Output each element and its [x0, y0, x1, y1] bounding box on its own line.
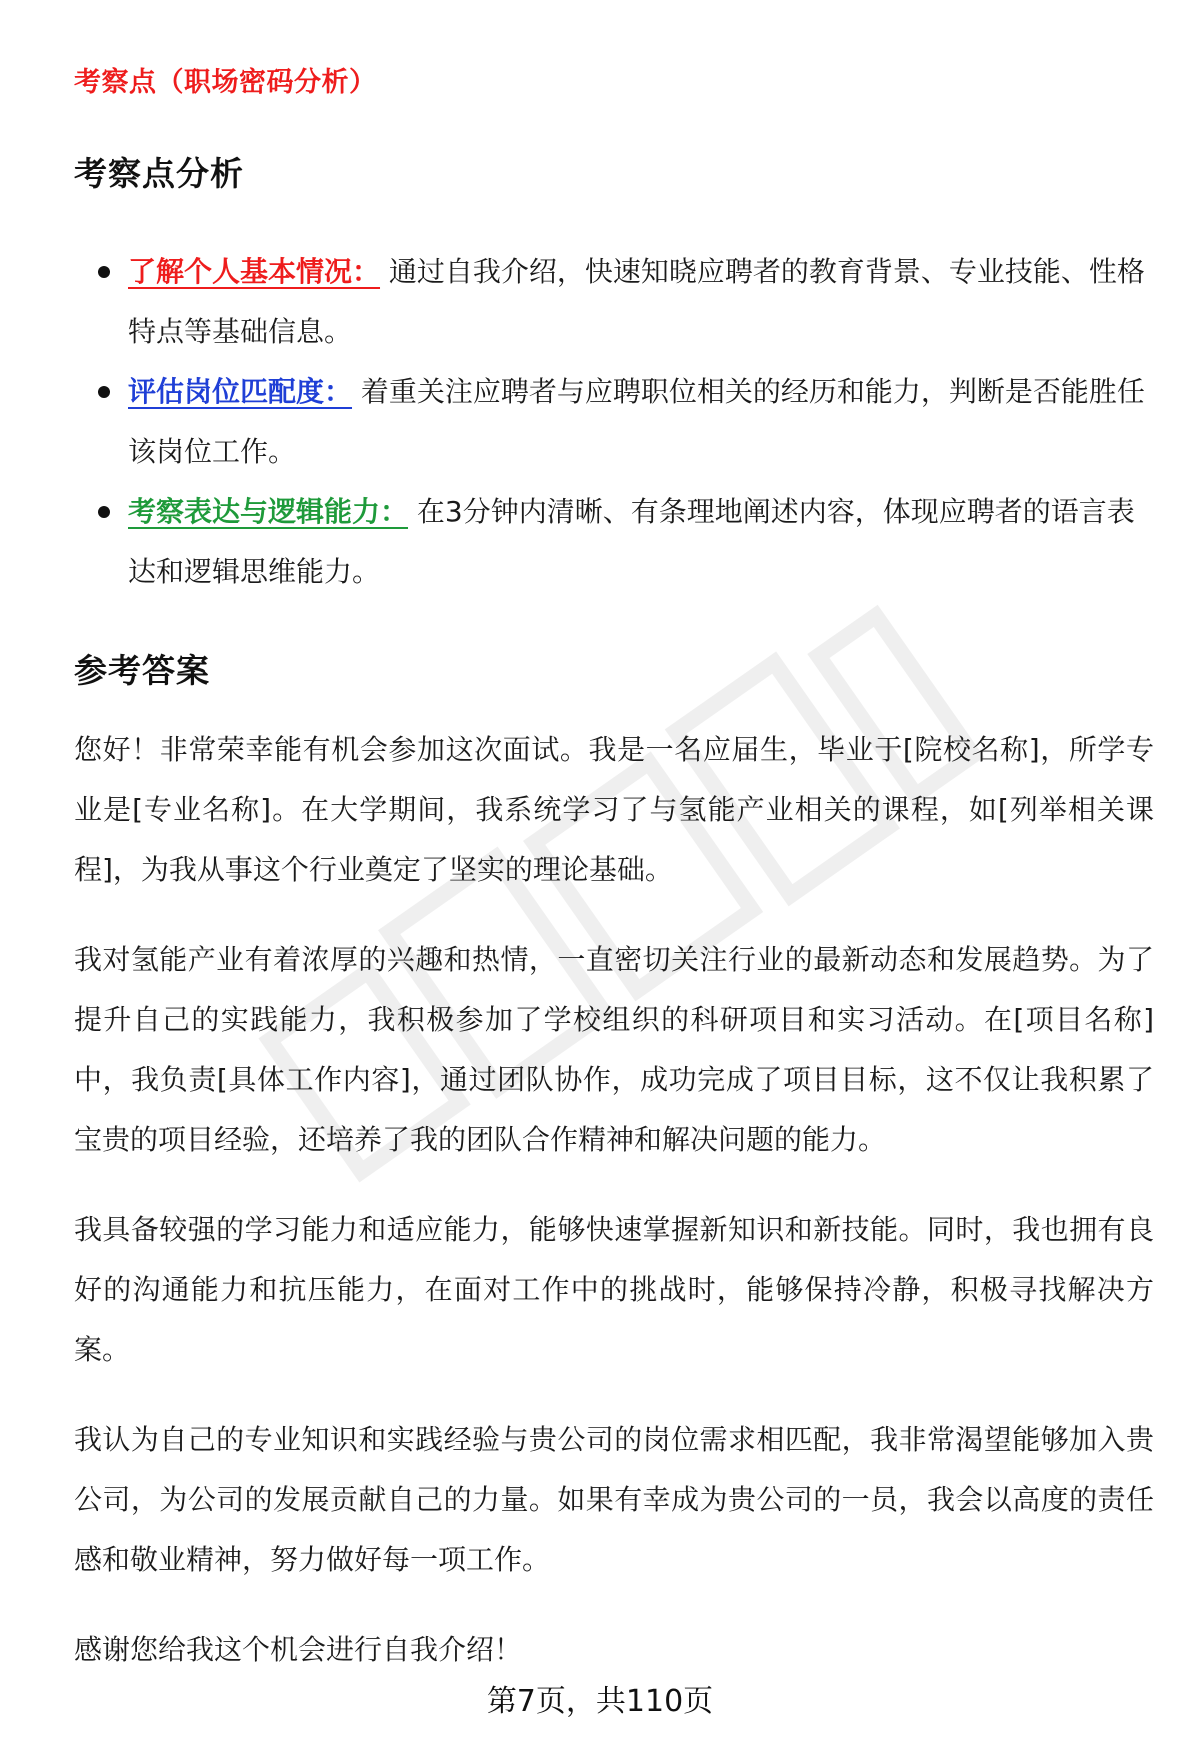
list-item — [74, 362, 1154, 482]
bullet-key: 了解个人基本情况： — [128, 255, 381, 288]
section-label: 考察点（职场密码分析） — [74, 67, 377, 98]
analysis-list — [74, 242, 1154, 602]
answer-paragraph: 感谢您给我这个机会进行自我介绍！ — [74, 1633, 523, 1666]
analysis-heading: 考察点分析 — [74, 154, 244, 193]
answer-paragraph: 我对氢能产业有着浓厚的兴趣和热情，一直密切关注行业的最新动态和发展趋势。为了提升自己的实践能力，我积极参加了学校组织的科研项目和实习活动。在[项目名称]中，我负责[具体工作内容]，通过团队协作，成功完成了项目目标，这不仅让我积累了宝贵的项目经验，还培养了我的团队合作精神和解决问题的能力。 — [74, 943, 1154, 1156]
list-item — [74, 482, 1154, 602]
bullet-key: 评估岗位匹配度： — [128, 375, 353, 408]
bullet-text: 在3分钟内清晰、有条理地阐述内容，体现应聘者的语言表达和逻辑思维能力。 — [128, 495, 1135, 588]
bullet-icon — [98, 266, 110, 278]
bullet-icon — [98, 386, 110, 398]
list-item — [74, 242, 1154, 362]
answer-paragraph: 您好！非常荣幸能有机会参加这次面试。我是一名应届生，毕业于[院校名称]，所学专业是[专业名称]。在大学期间，我系统学习了与氢能产业相关的课程，如[列举相关课程]，为我从事这个行业奠定了坚实的理论基础。 — [74, 733, 1154, 886]
answer-paragraph: 我认为自己的专业知识和实践经验与贵公司的岗位需求相匹配，我非常渴望能够加入贵公司，为公司的发展贡献自己的力量。如果有幸成为贵公司的一员，我会以高度的责任感和敬业精神，努力做好每一项工作。 — [74, 1423, 1154, 1576]
bullet-icon — [98, 506, 110, 518]
page-indicator: 第7页，共110页 — [486, 1684, 714, 1719]
bullet-key: 考察表达与逻辑能力： — [128, 495, 409, 528]
answer-body — [74, 720, 1154, 1710]
bullet-text: 通过自我介绍，快速知晓应聘者的教育背景、专业技能、性格特点等基础信息。 — [128, 255, 1145, 348]
bullet-text: 着重关注应聘者与应聘职位相关的经历和能力，判断是否能胜任该岗位工作。 — [128, 375, 1145, 468]
answer-paragraph: 我具备较强的学习能力和适应能力，能够快速掌握新知识和新技能。同时，我也拥有良好的沟通能力和抗压能力，在面对工作中的挑战时，能够保持冷静，积极寻找解决方案。 — [74, 1213, 1154, 1366]
answer-heading: 参考答案 — [74, 651, 210, 690]
